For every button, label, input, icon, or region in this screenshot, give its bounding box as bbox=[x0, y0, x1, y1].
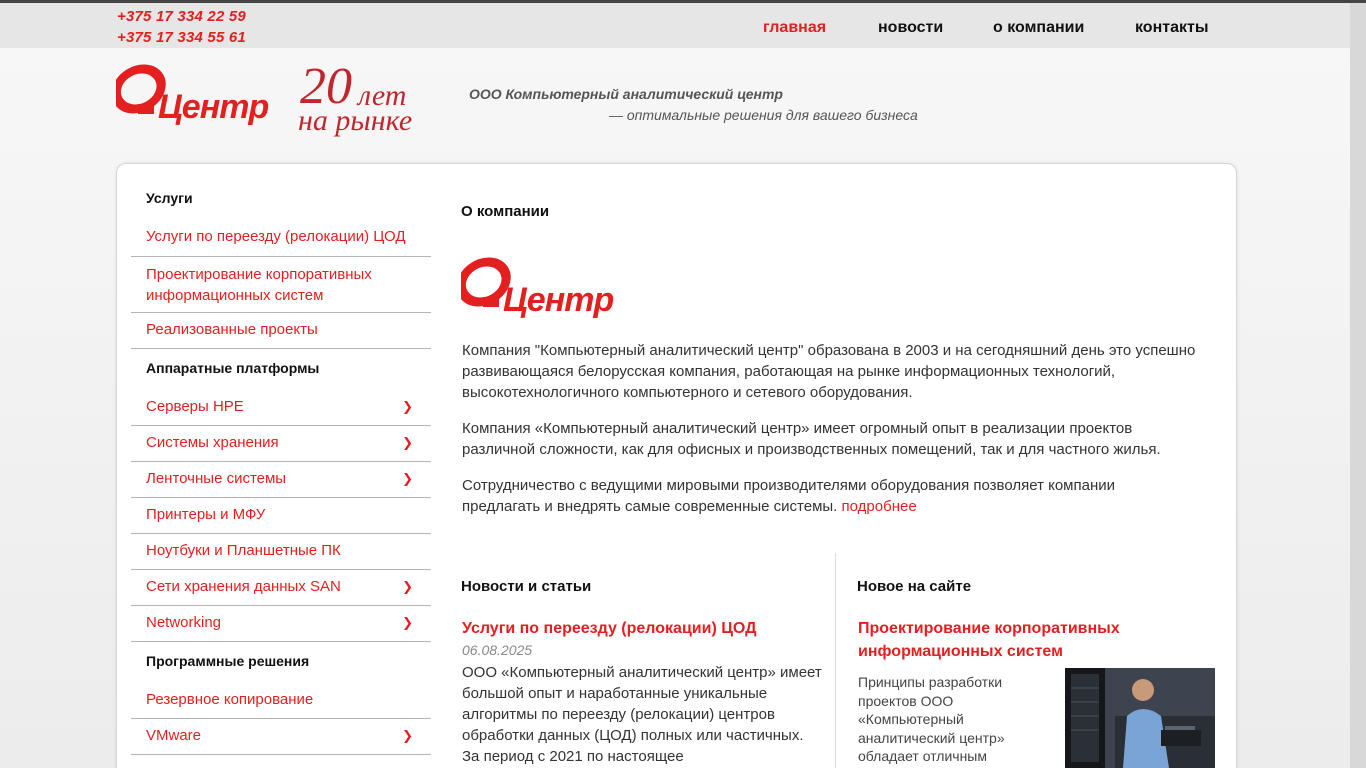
sidebar-item-laptops[interactable] bbox=[131, 534, 431, 570]
sidebar-item-storage[interactable] bbox=[131, 426, 431, 462]
about-paragraph-3 bbox=[462, 475, 1182, 517]
new-on-site-item-text: Принципы разработки проектов ООО «Компьютерный аналитический центр» обладает отличным bbox=[858, 674, 1005, 764]
chevron-right-icon: ❯ bbox=[402, 728, 413, 743]
more-link[interactable]: подробнее bbox=[841, 498, 917, 515]
anniversary-years: лет bbox=[358, 79, 407, 112]
sidebar-item-networking[interactable] bbox=[131, 606, 431, 642]
sidebar-item-dc-relocation[interactable] bbox=[131, 220, 431, 257]
sidebar-item-tape[interactable] bbox=[131, 462, 431, 498]
sidebar-item-label: Реализованные проекты bbox=[146, 321, 318, 338]
about-paragraph-2: Компания «Компьютерный аналитический центр» имеет огромный опыт в реализации проектов различной сложности, как для офисных и производственных помещений, так и для частного жилья. bbox=[462, 420, 1161, 458]
sidebar-item-label: Серверы HPE bbox=[146, 398, 244, 415]
site-logo[interactable] bbox=[116, 62, 269, 132]
about-title: О компании bbox=[461, 203, 550, 220]
sidebar-item-projects[interactable] bbox=[131, 313, 431, 349]
company-name: ООО Компьютерный аналитический центр bbox=[469, 86, 783, 102]
chevron-right-icon: ❯ bbox=[402, 579, 413, 594]
chevron-right-icon: ❯ bbox=[402, 471, 413, 486]
sidebar-item-san[interactable] bbox=[131, 570, 431, 606]
sidebar-item-label: Системы хранения bbox=[146, 434, 279, 451]
news-item-title[interactable]: Услуги по переезду (релокации) ЦОД bbox=[462, 620, 757, 637]
datacenter-photo[interactable] bbox=[1065, 668, 1215, 768]
right-scrollbar-track[interactable] bbox=[1350, 3, 1366, 768]
column-divider bbox=[835, 553, 836, 768]
sidebar-item-label: Услуги по переезду (релокации) ЦОД bbox=[146, 228, 406, 245]
sidebar-item-label: Проектирование корпоративных информационных систем bbox=[146, 266, 372, 304]
sidebar-item-label: Networking bbox=[146, 614, 222, 631]
nav-home[interactable]: главная bbox=[763, 19, 827, 36]
logo-text: Центр bbox=[503, 281, 614, 319]
sidebar-heading-services: Услуги bbox=[146, 190, 193, 206]
about-logo bbox=[461, 255, 614, 325]
sidebar-item-label: Резервное копирование bbox=[146, 691, 314, 708]
sidebar-item-printers[interactable] bbox=[131, 498, 431, 534]
nav-contacts[interactable]: контакты bbox=[1135, 19, 1209, 36]
sidebar-item-label: Сети хранения данных SAN bbox=[146, 578, 341, 595]
company-slogan: — оптимальные решения для вашего бизнеса bbox=[609, 107, 918, 123]
sidebar-item-label: Ленточные системы bbox=[146, 470, 287, 487]
about-paragraph-1: Компания "Компьютерный аналитический центр" образована в 2003 и на сегодняшний день это успешно развивающаяся белорусская компания, работающая на рынке информационных технологий, высокотехнологичного компьютерного и сетевого оборудования. bbox=[462, 342, 1196, 401]
sidebar-heading-software: Программные решения bbox=[146, 653, 310, 669]
sidebar-heading-hardware: Аппаратные платформы bbox=[146, 360, 320, 376]
news-section-title: Новости и статьи bbox=[461, 578, 592, 595]
chevron-right-icon: ❯ bbox=[402, 399, 413, 414]
new-on-site-title: Новое на сайте bbox=[857, 578, 972, 595]
nav-news[interactable]: новости bbox=[878, 19, 944, 36]
anniversary-market: на рынке bbox=[298, 104, 413, 137]
phone-number-2: +375 17 334 55 61 bbox=[117, 29, 246, 46]
news-item-text: ООО «Компьютерный аналитический центр» имеет большой опыт и наработанные уникальные алгоритмы по переезду (релокации) центров обработки данных (ЦОД) полных или частичных. За период с 2021 по настоящее bbox=[462, 664, 822, 765]
sidebar-item-backup[interactable] bbox=[131, 683, 431, 719]
anniversary-number: 20 bbox=[300, 58, 352, 115]
chevron-right-icon: ❯ bbox=[402, 615, 413, 630]
about-paragraph-3-text: Сотрудничество с ведущими мировыми производителями оборудования позволяет компании предлагать и внедрять самые современные системы. bbox=[462, 477, 1116, 515]
datacenter-photo-illustration bbox=[1065, 668, 1215, 768]
logo-text: Центр bbox=[158, 88, 269, 126]
sidebar-item-label: Ноутбуки и Планшетные ПК bbox=[146, 542, 341, 559]
sidebar-item-label: Принтеры и МФУ bbox=[146, 506, 266, 523]
sidebar-item-label: VMware bbox=[146, 727, 202, 744]
news-item-date: 06.08.2025 bbox=[462, 642, 533, 658]
sidebar-item-corporate-systems[interactable] bbox=[131, 257, 431, 313]
nav-about[interactable]: о компании bbox=[993, 19, 1085, 36]
sidebar-item-hpe-servers[interactable] bbox=[131, 390, 431, 426]
new-on-site-item-title[interactable]: Проектирование корпоративных информационных систем bbox=[858, 620, 1120, 660]
phone-number-1: +375 17 334 22 59 bbox=[117, 8, 246, 25]
sidebar-item-vmware[interactable] bbox=[131, 719, 431, 755]
chevron-right-icon: ❯ bbox=[402, 435, 413, 450]
